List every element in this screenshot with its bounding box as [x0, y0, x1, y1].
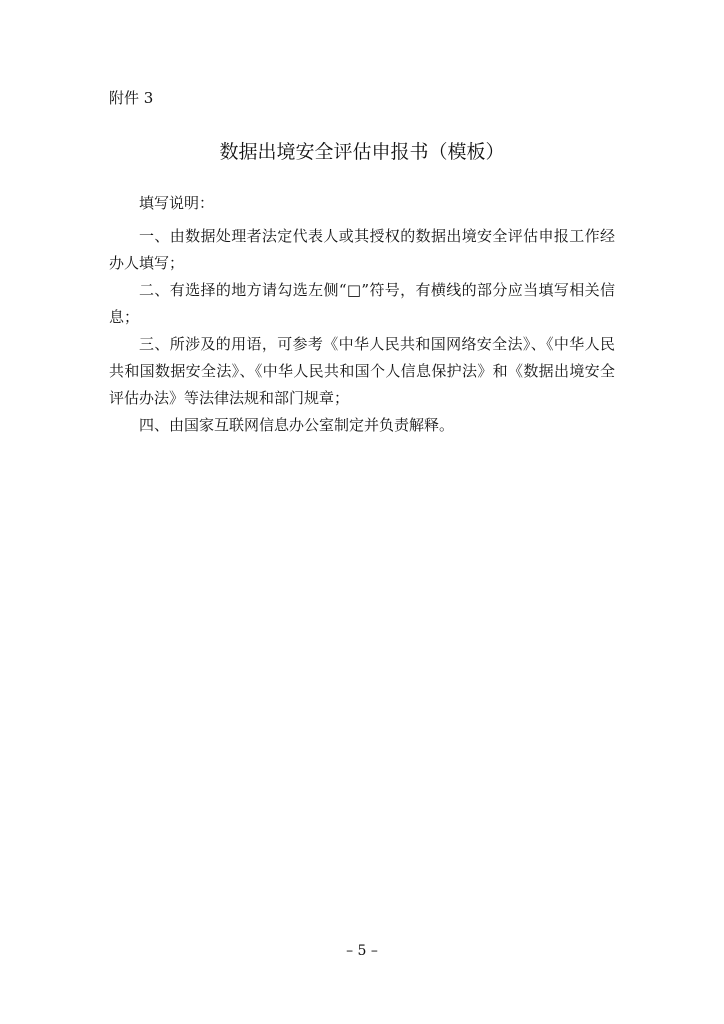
page-number: – 5 – — [346, 943, 378, 959]
instructions-heading: 填写说明： — [139, 194, 215, 212]
instructions-section — [109, 190, 615, 439]
instruction-paragraph-3: 三、所涉及的用语，可参考《中华人民共和国网络安全法》、《中华人民共和国数据安全法》、《中华人民共和国个人信息保护法》和《数据出境安全评估办法》等法律法规和部门规章； — [109, 335, 615, 407]
instruction-paragraph-1: 一、由数据处理者法定代表人或其授权的数据出境安全评估申报工作经办人填写； — [109, 227, 615, 272]
attachment-label: 附件 3 — [109, 89, 154, 107]
document-title: 数据出境安全评估申报书（模板） — [219, 141, 505, 163]
instruction-paragraph-2: 二、有选择的地方请勾选左侧“□”符号，有横线的部分应当填写相关信息； — [109, 281, 615, 326]
instruction-paragraph-4: 四、由国家互联网信息办公室制定并负责解释。 — [139, 416, 455, 434]
